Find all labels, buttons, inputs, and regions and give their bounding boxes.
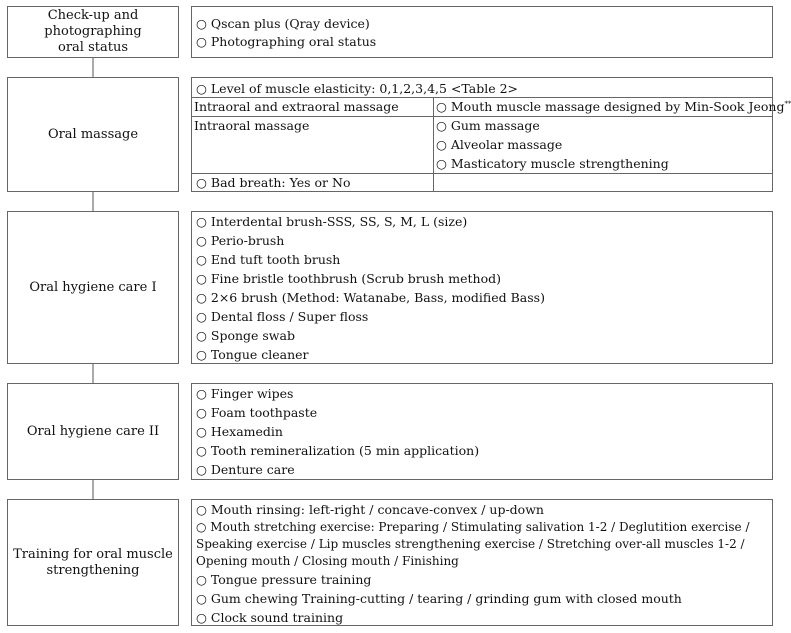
list-item: ○ Tongue cleaner — [196, 347, 309, 362]
column-divider — [433, 97, 434, 192]
list-item: ○ Tongue pressure training — [196, 572, 372, 587]
stage-oral-massage-details — [191, 77, 791, 192]
list-item: ○ Mouth stretching exercise: Preparing / Stimulating salivation 1-2 / Deglutition exercise / Speaking exercise / Lip muscles strengthening exercise / Stretching over-all muscles 1-2 / Opening mouth / Closing mouth / Finishing — [196, 520, 750, 568]
title-line: photographing — [44, 24, 142, 39]
list-item: ○ Alveolar massage — [436, 137, 563, 152]
stage-oral-hygiene-2-details — [191, 383, 773, 480]
list-item: ○ Denture care — [196, 462, 295, 477]
title-line: strengthening — [46, 562, 140, 578]
list-item: ○ Hexamedin — [196, 424, 283, 439]
list-item: ○ Mouth rinsing: left-right / concave-convex / up-down — [196, 502, 544, 517]
stage-checkup-details — [191, 6, 773, 58]
list-item: ○ Perio-brush — [196, 233, 285, 248]
massage-method-text: ○ Mouth muscle massage designed by Min-Sook Jeong — [436, 99, 785, 114]
stage-training-box — [7, 499, 179, 626]
title-line: Training for oral muscle — [13, 546, 173, 562]
list-item: ○ Gum chewing Training-cutting / tearing / grinding gum with closed mouth — [196, 591, 682, 606]
list-item: ○ Finger wipes — [196, 386, 294, 401]
stage-checkup-title — [44, 8, 141, 56]
list-item: ○ Interdental brush-SSS, SS, S, M, L (size) — [196, 214, 468, 229]
list-item: ○ Dental floss / Super floss — [196, 309, 369, 324]
massage-type-cell: Intraoral massage — [194, 118, 310, 133]
list-item: ○ 2×6 brush (Method: Watanabe, Bass, modified Bass) — [196, 290, 545, 305]
list-item: ○ Foam toothpaste — [196, 405, 318, 420]
stage-training-details — [191, 499, 773, 626]
stage-oral-hygiene-1-title: Oral hygiene care I — [29, 279, 157, 295]
list-item: ○ Fine bristle toothbrush (Scrub brush method) — [196, 271, 502, 286]
list-item: ○ Qscan plus (Qray device) — [196, 16, 370, 31]
stage-oral-massage-title: Oral massage — [47, 126, 139, 142]
footnote-mark: ** — [784, 100, 791, 108]
list-item: ○ Photographing oral status — [196, 34, 377, 49]
list-item: ○ Tooth remineralization (5 min application) — [196, 443, 480, 458]
title-line: Check-up and — [47, 8, 139, 23]
stage-oral-hygiene-2-title: Oral hygiene care II — [26, 423, 160, 439]
list-item: ○ Gum massage — [436, 118, 540, 133]
list-item: ○ End tuft tooth brush — [196, 252, 341, 267]
stage-oral-hygiene-1-box — [7, 211, 179, 364]
stage-oral-massage-box — [7, 77, 179, 192]
list-item: ○ Masticatory muscle strengthening — [436, 156, 669, 171]
elasticity-item: ○ Level of muscle elasticity: 0,1,2,3,4,5 <Table 2> — [196, 81, 519, 96]
stage-oral-hygiene-2-box — [7, 383, 179, 480]
list-item: ○ Sponge swab — [196, 328, 295, 343]
title-line: oral status — [58, 40, 128, 55]
massage-type-cell: Intraoral and extraoral massage — [194, 99, 399, 114]
massage-method-cell — [436, 97, 791, 116]
bad-breath-item: ○ Bad breath: Yes or No — [196, 175, 351, 190]
stage-oral-hygiene-1-details — [191, 211, 773, 364]
stage-checkup-box — [7, 6, 179, 58]
stage-training-title — [13, 547, 173, 579]
list-item: ○ Clock sound training — [196, 610, 344, 625]
